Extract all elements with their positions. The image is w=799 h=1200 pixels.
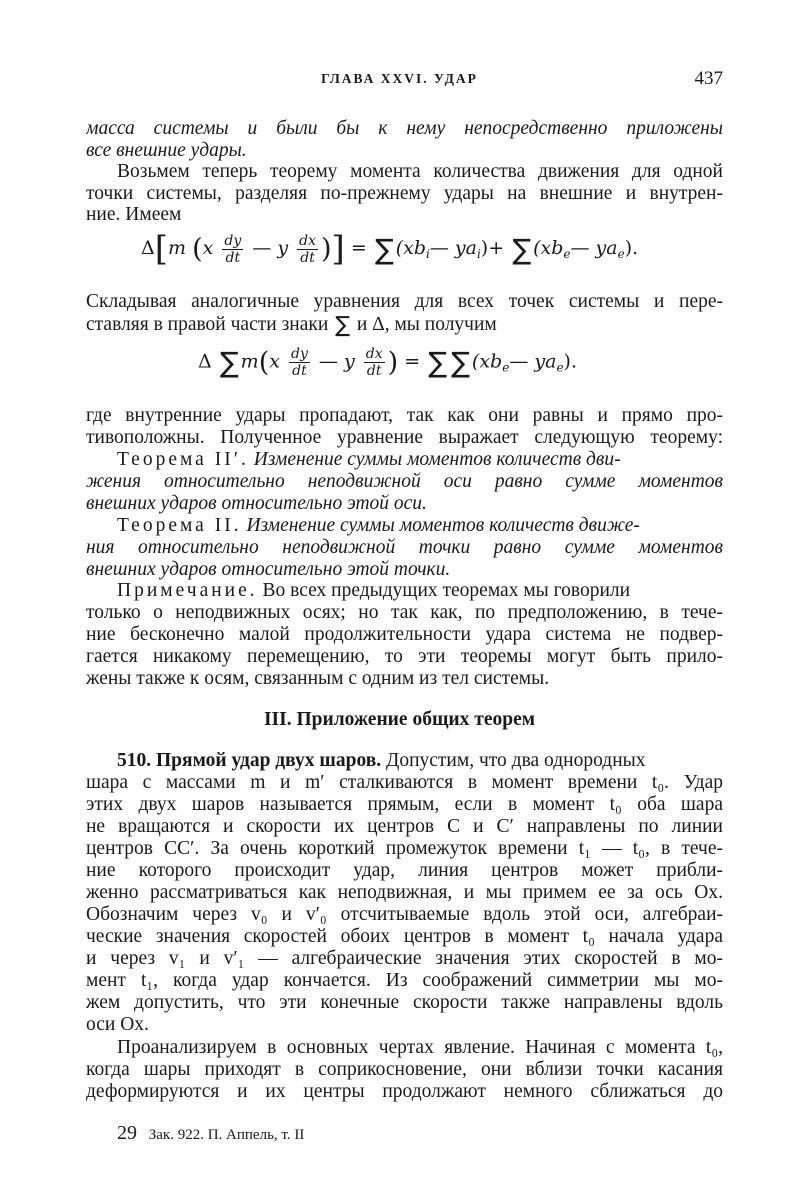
eq-term: — ya — [570, 237, 618, 259]
text-line: оси Ox. — [86, 1014, 149, 1035]
eq-term: — ya — [509, 350, 557, 373]
minus-sign: — — [252, 237, 272, 259]
text-line: ческие значения скоростей обоих центров в момент t₀ начала удара — [86, 926, 723, 947]
imprint-text: Зак. 922. П. Аппель, т. II — [148, 1127, 305, 1143]
sum-symbol: ∑ — [219, 346, 239, 379]
text-line: Проанализируем в основных чертах явление. Начиная с момента t₀, — [117, 1037, 723, 1058]
mass-symbol: m — [240, 350, 259, 373]
sum-symbol: ∑ — [428, 346, 448, 379]
equals-sign: = — [404, 350, 421, 373]
delta-symbol: Δ — [198, 350, 212, 373]
text-line: все внешние удары. — [86, 140, 247, 161]
section-510-first-line — [117, 750, 723, 772]
remark-text: Во всех предыдущих теоремах мы говорили — [262, 580, 631, 601]
bracket-close: ] — [331, 229, 345, 269]
fraction-dy-dt — [289, 346, 310, 379]
text-line: этих двух шаров называется прямым, если в момент t₀ оба шара — [86, 794, 723, 815]
text-line: масса системы и были бы к нему непосредственно приложены — [86, 118, 723, 139]
subscript: i — [426, 247, 430, 261]
frac-num: dy — [224, 232, 242, 249]
equation-1 — [141, 229, 638, 269]
var-y: y — [343, 350, 355, 373]
text-line: Обозначим через v₀ и v′₀ отсчитываемые вдоль этой оси, алгебраи- — [86, 904, 723, 925]
text-line: деформируются и их центры продолжают немного сближаться до — [86, 1081, 723, 1102]
signature-number: 29 — [117, 1122, 137, 1144]
var-x: x — [202, 237, 214, 259]
page-number: 437 — [694, 68, 723, 89]
text-line: не вращаются и скорости их центров C и C′ направлены по линии — [86, 816, 723, 837]
paren-open: ( — [258, 347, 270, 378]
equals-sign: = — [350, 237, 367, 259]
text-line: жены также к осям, связанным с одним из тел системы. — [86, 668, 550, 689]
frac-num: dx — [299, 232, 316, 249]
frac-den: dt — [292, 363, 307, 379]
text-line: центров CC′. За очень короткий промежуток времени t₁ — t₀, в тече- — [86, 838, 723, 859]
text-fragment: и Δ, мы получим — [356, 314, 497, 335]
var-x: x — [269, 350, 280, 373]
equation-2 — [198, 346, 577, 379]
text-line: гается никакому перемещению, то эти теоремы могут быть прило- — [86, 646, 723, 667]
theorem-2-prime-line — [117, 449, 723, 471]
text-line: ние бесконечно малой продолжительности удара система не подвер- — [86, 624, 723, 645]
fraction-dy-dt — [222, 233, 243, 266]
text-line: когда шары приходят в соприкосновение, они вблизи точки касания — [86, 1059, 723, 1080]
text-line: внешних ударов относительно этой оси. — [86, 493, 427, 514]
eq-term: — ya — [429, 237, 477, 259]
theorem-label: Теорема II′. — [117, 449, 249, 470]
fraction-dx-dt — [364, 346, 385, 379]
subscript: e — [556, 360, 564, 375]
sum-symbol: ∑ — [512, 232, 532, 266]
theorem-2-line — [117, 515, 723, 537]
eq-term: )+ — [480, 237, 505, 259]
subscript: e — [617, 247, 625, 261]
text-line: Возьмем теперь теорему момента количества движения для одной — [117, 161, 723, 182]
text-line: тивоположны. Полученное уравнение выражает следующую теорему: — [86, 427, 723, 448]
subscript: i — [476, 247, 481, 261]
text-line: и через v₁ и v′₁ — алгебраические значения этих скоростей в мо- — [86, 948, 723, 969]
text-line: шара с массами m и m′ сталкиваются в момент времени t₀. Удар — [86, 772, 723, 793]
bracket-open: [ — [154, 229, 168, 269]
eq-term: ). — [624, 237, 639, 259]
text-line: мент t₁, когда удар кончается. Из соображений симметрии мы мо- — [86, 970, 723, 991]
var-y: y — [277, 237, 289, 259]
text-line: точки системы, разделяя по-прежнему удары на внешние и внутрен- — [86, 183, 723, 204]
minus-sign: — — [318, 350, 338, 373]
fraction-dx-dt — [297, 233, 318, 266]
frac-num: dy — [291, 346, 308, 362]
frac-num: dx — [365, 346, 383, 362]
eq-term: (xb — [471, 350, 503, 373]
sum-symbol: ∑ — [451, 346, 470, 379]
text-line: где внутренние удары пропадают, так как они равны и прямо про- — [86, 405, 723, 426]
theorem-text: Изменение суммы моментов количеств дви- — [253, 449, 621, 470]
text-line — [86, 314, 723, 337]
text-line: ние. Имеем — [86, 204, 182, 225]
frac-den: dt — [366, 363, 382, 379]
eq-term: (xb — [395, 237, 426, 259]
sum-symbol: ∑ — [335, 312, 350, 338]
mass-symbol: m — [168, 237, 187, 259]
text-line: жем допустить, что эти конечные скорости также направлены вдоль — [86, 992, 723, 1013]
running-header: ГЛАВА XXVI. УДАР — [321, 71, 478, 86]
paren-open: ( — [192, 233, 203, 265]
subscript: e — [563, 247, 571, 261]
delta-symbol: Δ — [141, 237, 155, 259]
text-fragment: ставляя в правой части знаки — [86, 314, 329, 335]
section-heading: III. Приложение общих теорем — [263, 709, 536, 730]
section-title: 510. Прямой удар двух шаров. — [117, 750, 382, 771]
theorem-label: Теорема II. — [117, 515, 242, 536]
text-fragment: Допустим, что два однородных — [386, 750, 646, 771]
sum-symbol: ∑ — [374, 232, 394, 266]
text-line: женно рассматриваться как неподвижная, и мы примем ее за ось Ox. — [86, 882, 723, 903]
text-line: только о неподвижных осях; но так как, по предположению, в тече- — [86, 602, 723, 623]
theorem-text: Изменение суммы моментов количеств движе- — [246, 515, 640, 536]
text-line: жения относительно неподвижной оси равно сумме моментов — [86, 471, 723, 492]
text-line: ния относительно неподвижной точки равно сумме моментов — [86, 537, 723, 558]
frac-den: dt — [225, 249, 241, 266]
paren-close: ) — [321, 233, 332, 265]
text-line: ние которого происходит удар, линия центров может прибли- — [86, 860, 723, 881]
text-line: Складывая аналогичные уравнения для всех точек системы и пере- — [86, 291, 723, 312]
printer-footer — [117, 1122, 304, 1145]
text-line: внешних ударов относительно этой точки. — [86, 559, 451, 580]
subscript: e — [502, 360, 510, 375]
frac-den: dt — [300, 249, 315, 266]
remark-line — [117, 580, 723, 602]
paren-close: ) — [387, 347, 399, 378]
eq-term: (xb — [533, 237, 564, 259]
remark-label: Примечание. — [117, 580, 258, 601]
eq-term: ). — [563, 350, 577, 373]
